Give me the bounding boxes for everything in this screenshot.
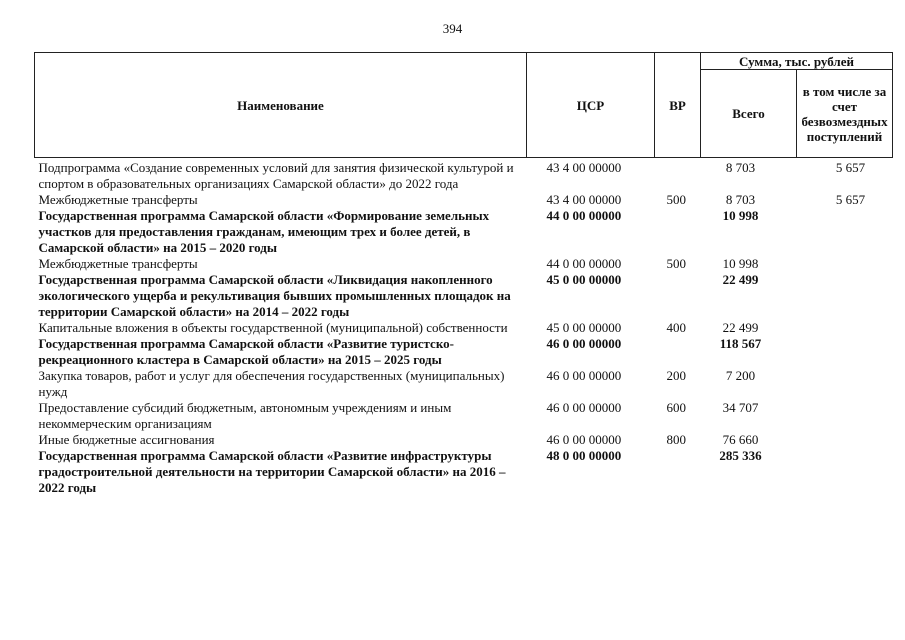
cell-csr: 46 0 00 00000 bbox=[546, 336, 622, 351]
cell-free bbox=[797, 368, 893, 400]
table-header bbox=[35, 53, 893, 158]
cell-free bbox=[797, 432, 893, 448]
cell-csr: 45 0 00 00000 bbox=[546, 272, 622, 287]
cell-total: 10 998 bbox=[722, 256, 759, 271]
cell-total: 10 998 bbox=[722, 208, 759, 223]
cell-free bbox=[797, 256, 893, 272]
cell-total: 285 336 bbox=[719, 448, 762, 463]
cell-vr bbox=[655, 158, 701, 193]
table-row bbox=[35, 368, 893, 400]
table-row bbox=[35, 208, 893, 256]
table-row bbox=[35, 336, 893, 368]
table-row bbox=[35, 320, 893, 336]
cell-free: 5 657 bbox=[835, 160, 866, 175]
cell-free bbox=[797, 320, 893, 336]
cell-vr: 400 bbox=[666, 320, 686, 335]
cell-name: Межбюджетные трансферты bbox=[38, 192, 198, 207]
cell-vr bbox=[655, 208, 701, 256]
cell-vr: 500 bbox=[666, 192, 686, 207]
cell-csr: 46 0 00 00000 bbox=[546, 368, 622, 383]
cell-total: 118 567 bbox=[719, 336, 762, 351]
cell-csr: 43 4 00 00000 bbox=[546, 160, 622, 175]
page-number: 394 bbox=[442, 21, 463, 36]
cell-name: Подпрограмма «Создание современных условий для занятия физической культурой и спортом в образовательных организациях Самарской области» до 2022 года bbox=[38, 160, 514, 191]
cell-vr bbox=[655, 272, 701, 320]
header-csr: ЦСР bbox=[527, 53, 655, 158]
cell-csr: 45 0 00 00000 bbox=[546, 320, 622, 335]
cell-csr: 44 0 00 00000 bbox=[546, 208, 622, 223]
cell-free bbox=[797, 400, 893, 432]
header-vr: ВР bbox=[655, 53, 701, 158]
cell-total: 7 200 bbox=[725, 368, 756, 383]
cell-free bbox=[797, 448, 893, 496]
cell-vr bbox=[655, 336, 701, 368]
cell-total: 22 499 bbox=[722, 272, 759, 287]
budget-table bbox=[34, 52, 893, 496]
header-name: Наименование bbox=[35, 53, 527, 158]
header-sum: Сумма, тыс. рублей bbox=[701, 53, 893, 70]
cell-vr: 800 bbox=[666, 432, 686, 447]
table-row bbox=[35, 192, 893, 208]
table-body bbox=[35, 158, 893, 497]
cell-name: Государственная программа Самарской области «Формирование земельных участков для предоставления гражданам, имеющим трех и более детей, в Самарской области» на 2015 – 2020 годы bbox=[38, 208, 490, 255]
cell-vr: 600 bbox=[666, 400, 686, 415]
cell-name: Закупка товаров, работ и услуг для обеспечения государственных (муниципальных) нужд bbox=[38, 368, 505, 399]
table-row bbox=[35, 158, 893, 193]
cell-free: 5 657 bbox=[835, 192, 866, 207]
cell-total: 22 499 bbox=[722, 320, 759, 335]
cell-total: 34 707 bbox=[722, 400, 759, 415]
table-row bbox=[35, 432, 893, 448]
table-row bbox=[35, 272, 893, 320]
cell-name: Капитальные вложения в объекты государственной (муниципальной) собственности bbox=[38, 320, 508, 335]
cell-vr bbox=[655, 448, 701, 496]
cell-csr: 43 4 00 00000 bbox=[546, 192, 622, 207]
cell-name: Предоставление субсидий бюджетным, автономным учреждениям и иным некоммерческим организациям bbox=[38, 400, 452, 431]
cell-total: 76 660 bbox=[722, 432, 759, 447]
cell-name: Государственная программа Самарской области «Развитие туристско-рекреационного кластера в Самарской области» на 2015 – 2025 годы bbox=[38, 336, 454, 367]
cell-total: 8 703 bbox=[725, 160, 756, 175]
cell-csr: 46 0 00 00000 bbox=[546, 432, 622, 447]
header-free: в том числе за счет безвозмездных поступлений bbox=[797, 70, 893, 158]
cell-total: 8 703 bbox=[725, 192, 756, 207]
header-total: Всего bbox=[701, 70, 797, 158]
cell-vr: 200 bbox=[666, 368, 686, 383]
cell-csr: 48 0 00 00000 bbox=[546, 448, 622, 463]
cell-name: Межбюджетные трансферты bbox=[38, 256, 198, 271]
table-row bbox=[35, 448, 893, 496]
table-row bbox=[35, 256, 893, 272]
table-row bbox=[35, 400, 893, 432]
cell-name: Государственная программа Самарской области «Ликвидация накопленного экологического ущерба и рекультивация бывших промышленных площадок на территории Самарской области» на 2014 – 2022 годы bbox=[38, 272, 511, 319]
cell-free bbox=[797, 336, 893, 368]
cell-name: Государственная программа Самарской области «Развитие инфраструктуры градостроительной деятельности на территории Самарской области» на 2016 – 2022 годы bbox=[38, 448, 506, 495]
cell-csr: 46 0 00 00000 bbox=[546, 400, 622, 415]
cell-free bbox=[797, 208, 893, 256]
cell-name: Иные бюджетные ассигнования bbox=[38, 432, 215, 447]
cell-csr: 44 0 00 00000 bbox=[546, 256, 622, 271]
cell-vr: 500 bbox=[666, 256, 686, 271]
cell-free bbox=[797, 272, 893, 320]
